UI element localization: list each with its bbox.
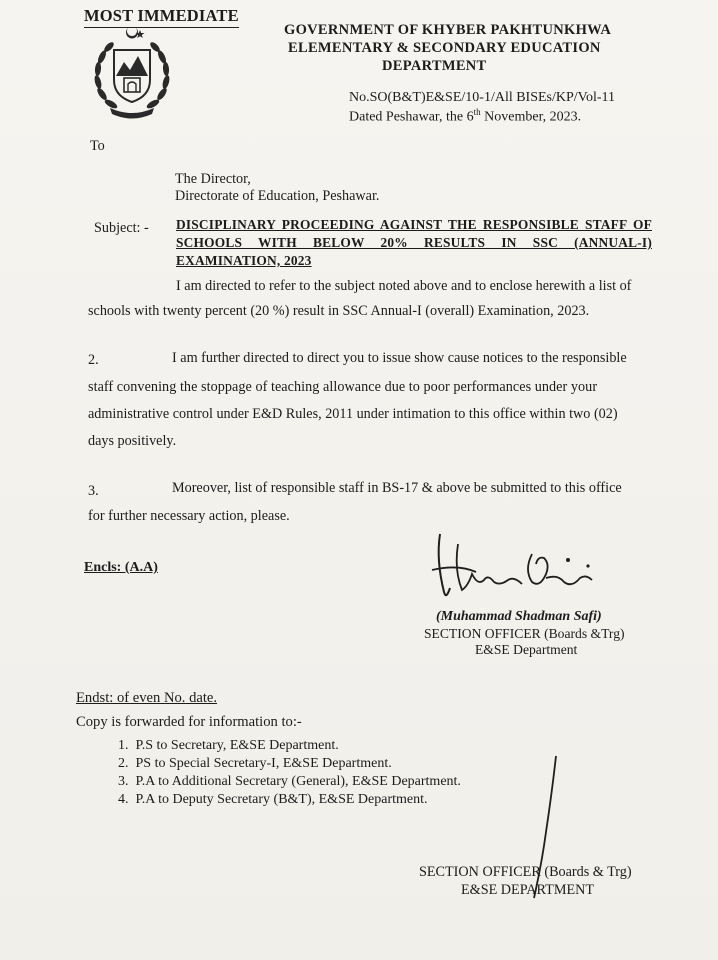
distribution-item: 4. P.A to Deputy Secretary (B&T), E&SE Department. [118,792,428,807]
department-name-line2: DEPARTMENT [382,58,487,74]
subject-text: DISCIPLINARY PROCEEDING AGAINST THE RESPONSIBLE STAFF OF SCHOOLS WITH BELOW 20% RESULTS IN SSC (ANNUAL-I) EXAMINATION, 2023 [176,217,652,268]
signature-icon [428,530,628,610]
department-name-line1: ELEMENTARY & SECONDARY EDUCATION [288,40,601,56]
government-emblem-icon [88,24,176,120]
footer-department: E&SE DEPARTMENT [461,882,595,898]
to-label: To [90,138,105,154]
footer-designation: SECTION OFFICER (Boards & Trg) [419,864,632,880]
paragraph-2-line-2: staff convening the stoppage of teaching allowance due to poor performances under your [88,379,598,395]
signatory-designation: SECTION OFFICER (Boards &Trg) [424,626,625,641]
priority-label: MOST IMMEDIATE [84,6,239,28]
government-name: GOVERNMENT OF KHYBER PAKHTUNKHWA [284,22,612,38]
signatory-department: E&SE Department [475,642,578,657]
copy-forwarded-text: Copy is forwarded for information to:- [76,714,302,730]
recipient-office: Directorate of Education, Peshawar. [175,188,380,204]
paragraph-2-line-4: days positively. [88,433,177,449]
subject-label: Subject: - [94,220,149,236]
enclosure-label: Encls: (A.A) [84,560,158,575]
paragraph-1-line-1: I am directed to refer to the subject noted above and to enclose herewith a list of [176,278,632,294]
reference-number: No.SO(B&T)E&SE/10-1/All BISEs/KP/Vol-11 [349,90,616,105]
distribution-item: 1. P.S to Secretary, E&SE Department. [118,738,339,753]
recipient-title: The Director, [175,171,251,187]
paragraph-2-line-1: I am further directed to direct you to issue show cause notices to the responsible [172,350,627,366]
distribution-item: 3. P.A to Additional Secretary (General), E&SE Department. [118,774,461,789]
distribution-item: 2. PS to Special Secretary-I, E&SE Department. [118,756,392,771]
paragraph-3-line-2: for further necessary action, please. [88,508,290,524]
paragraph-1-line-2: schools with twenty percent (20 %) result in SSC Annual-I (overall) Examination, 2023. [88,303,590,319]
paragraph-2-number: 2. [88,352,99,368]
paragraph-2-line-3: administrative control under E&D Rules, 2011 under intimation to this office within two (02) [88,406,618,422]
signatory-name: (Muhammad Shadman Safi) [436,609,602,624]
letter-date: Dated Peshawar, the 6th November, 2023. [349,107,582,125]
paragraph-3-line-1: Moreover, list of responsible staff in BS-17 & above be submitted to this office [172,480,622,496]
paragraph-3-number: 3. [88,483,99,499]
endorsement-title: Endst: of even No. date. [76,690,218,706]
